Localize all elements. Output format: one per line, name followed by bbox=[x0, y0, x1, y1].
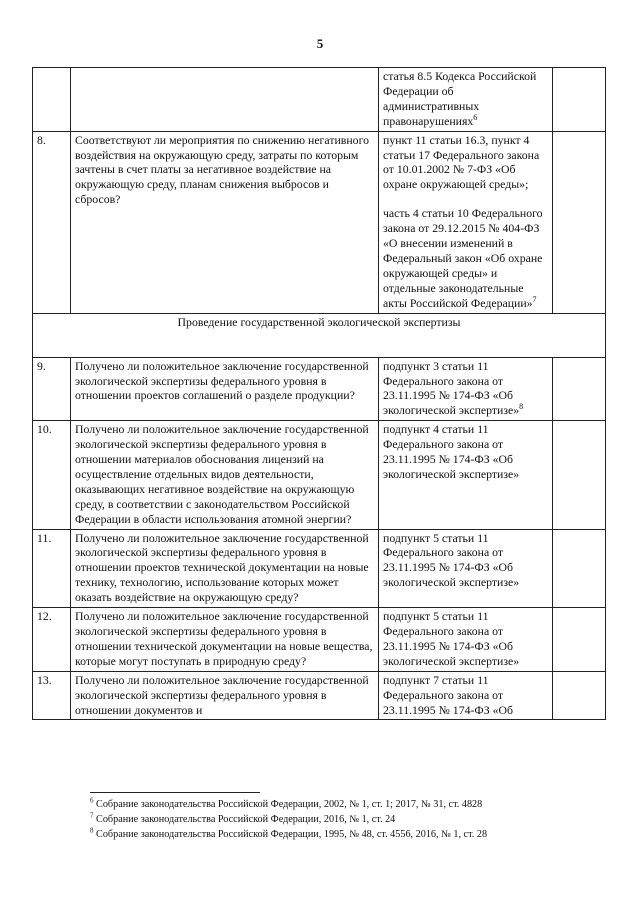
reference-cell bbox=[379, 131, 553, 313]
page-number: 5 bbox=[316, 36, 324, 51]
row-number: 10. bbox=[33, 421, 71, 529]
footnote-text: Собрание законодательства Российской Федерации, 2016, № 1, ст. 24 bbox=[96, 814, 396, 825]
footnote bbox=[90, 797, 610, 812]
reference-cell: подпункт 7 статьи 11 Федерального закона от 23.11.1995 № 174-ФЗ «Об bbox=[379, 671, 553, 720]
reference-cell bbox=[379, 357, 553, 421]
question-cell: Получено ли положительное заключение государственной экологической экспертизы федерального уровня в отношении технической документации на новые вещества, которые могут поступать в природную среду? bbox=[71, 608, 379, 672]
row-number: 11. bbox=[33, 529, 71, 608]
table-row bbox=[33, 68, 606, 132]
footnote-number: 8 bbox=[90, 826, 94, 835]
footnote-mark: 8 bbox=[519, 402, 524, 412]
answer-cell bbox=[553, 421, 606, 529]
table-row bbox=[33, 357, 606, 421]
answer-cell bbox=[553, 131, 606, 313]
reference-text: часть 4 статьи 10 Федерального закона от 29.12.2015 № 404-ФЗ «О внесении изменений в Федеральный закон «Об охране окружающей среды» и отдельные законодательные акты Российской Федерации» bbox=[383, 206, 543, 310]
question-cell: Соответствуют ли мероприятия по снижению негативного воздействия на окружающую среду, затраты по которым зачтены в счет платы за негативное воздействие на окружающую среду, планам снижения выбросов и сбросов? bbox=[71, 131, 379, 313]
reference-cell bbox=[379, 68, 553, 132]
checklist-table bbox=[32, 67, 606, 720]
reference-text: подпункт 3 статьи 11 Федерального закона от 23.11.1995 № 174-ФЗ «Об экологической экспертизе» bbox=[383, 358, 520, 418]
footnotes bbox=[90, 797, 610, 842]
question-cell: Получено ли положительное заключение государственной экологической экспертизы федерального уровня в отношении документов и bbox=[71, 671, 379, 720]
question-cell: Получено ли положительное заключение государственной экологической экспертизы федерального уровня в отношении проектов технической документации на новые технику, технологию, использование которых может оказать воздействие на окружающую среду? bbox=[71, 529, 379, 608]
row-number: 12. bbox=[33, 608, 71, 672]
table-row bbox=[33, 671, 606, 720]
answer-cell bbox=[553, 671, 606, 720]
section-title: Проведение государственной экологической экспертизы bbox=[33, 313, 606, 357]
table-row bbox=[33, 608, 606, 672]
table-row bbox=[33, 529, 606, 608]
footnote-mark: 6 bbox=[473, 112, 478, 122]
section-row bbox=[33, 313, 606, 357]
question-cell: Получено ли положительное заключение государственной экологической экспертизы федерального уровня в отношении материалов обоснования лицензий на осуществление отдельных видов деятельности, оказывающих негативное воздействие на окружающую среду, в соответствии с законодательством Российской Федерации в области использования атомной энергии? bbox=[71, 421, 379, 529]
footnote-mark: 7 bbox=[532, 294, 537, 304]
question-cell bbox=[71, 68, 379, 132]
row-number: 13. bbox=[33, 671, 71, 720]
row-number: 8. bbox=[33, 131, 71, 313]
reference-cell: подпункт 5 статьи 11 Федерального закона от 23.11.1995 № 174-ФЗ «Об экологической экспертизе» bbox=[379, 608, 553, 672]
question-cell: Получено ли положительное заключение государственной экологической экспертизы федерального уровня в отношении проектов соглашений о разделе продукции? bbox=[71, 357, 379, 421]
answer-cell bbox=[553, 608, 606, 672]
answer-cell bbox=[553, 529, 606, 608]
footnote-text: Собрание законодательства Российской Федерации, 1995, № 48, ст. 4556, 2016, № 1, ст. 28 bbox=[96, 829, 488, 840]
reference-cell: подпункт 5 статьи 11 Федерального закона от 23.11.1995 № 174-ФЗ «Об экологической экспертизе» bbox=[379, 529, 553, 608]
footnote-number: 6 bbox=[90, 796, 94, 805]
table-row bbox=[33, 421, 606, 529]
reference-text: пункт 11 статьи 16.3, пункт 4 статьи 17 Федерального закона от 10.01.2002 № 7-ФЗ «Об охране окружающей среды»; bbox=[383, 132, 540, 192]
reference-text: статья 8.5 Кодекса Российской Федерации об административных правонарушениях bbox=[383, 69, 537, 128]
reference-cell: подпункт 4 статьи 11 Федерального закона от 23.11.1995 № 174-ФЗ «Об экологической экспертизе» bbox=[379, 421, 553, 529]
answer-cell bbox=[553, 357, 606, 421]
answer-cell bbox=[553, 68, 606, 132]
row-number bbox=[33, 68, 71, 132]
footnote bbox=[90, 812, 610, 827]
footnote-number: 7 bbox=[90, 811, 94, 820]
table-row bbox=[33, 131, 606, 313]
footnote bbox=[90, 827, 610, 842]
footnote-text: Собрание законодательства Российской Федерации, 2002, № 1, ст. 1; 2017, № 31, ст. 4828 bbox=[96, 799, 483, 810]
row-number: 9. bbox=[33, 357, 71, 421]
footnote-divider bbox=[90, 792, 260, 793]
